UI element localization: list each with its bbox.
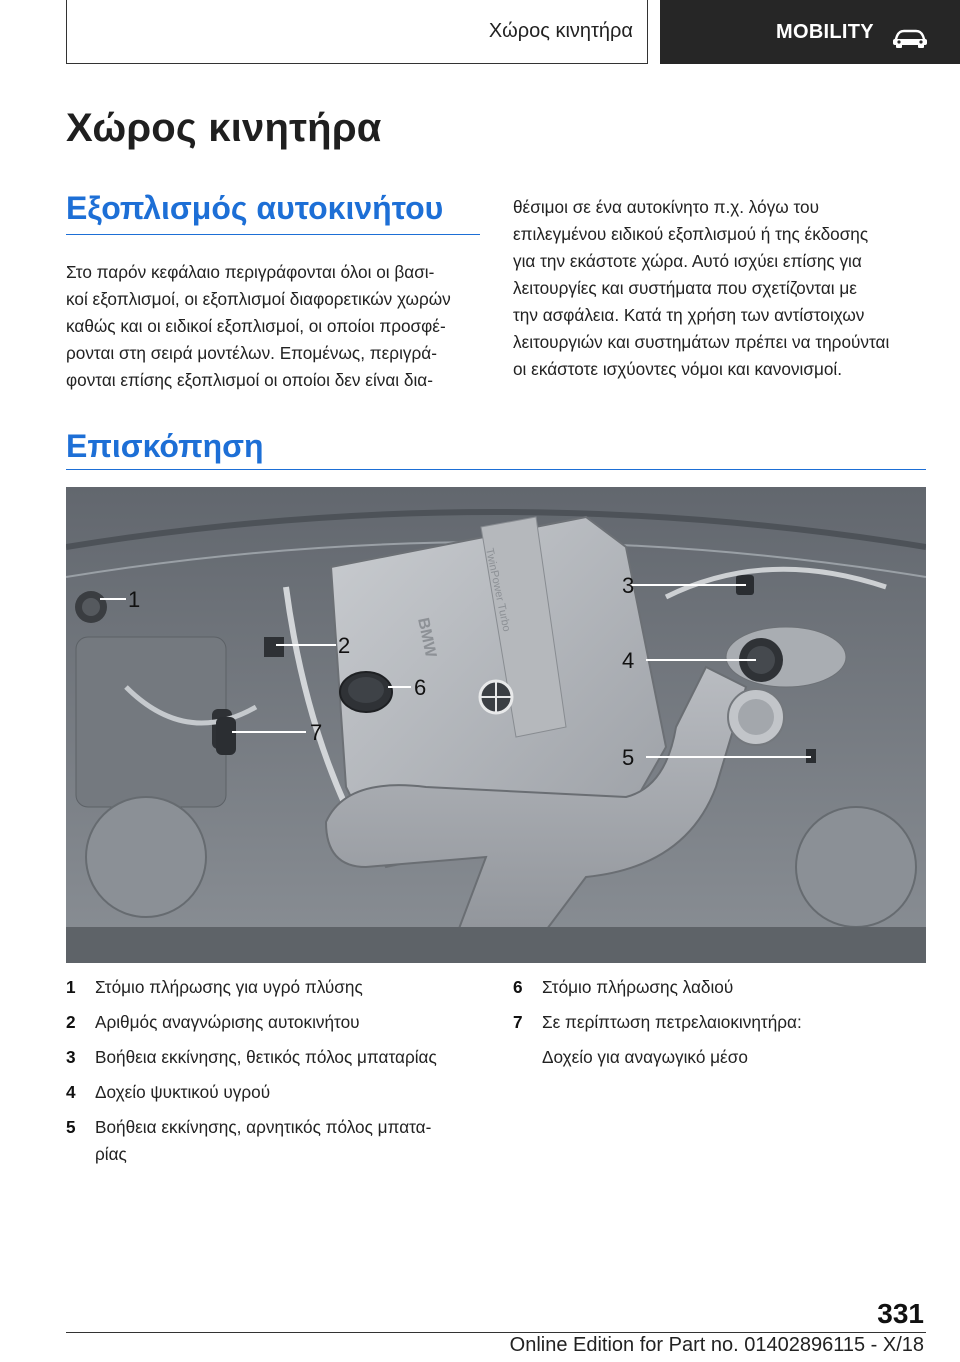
header-section-tab	[66, 0, 648, 64]
item-number: 4	[66, 1082, 76, 1102]
header-section-label: Χώρος κινητήρα	[488, 20, 633, 42]
item-text: Δοχείο ψυκτικού υγρού	[95, 1082, 271, 1102]
text-line: φονται επίσης εξοπλισμοί οι οποίοι δεν είναι δια-	[66, 370, 433, 390]
item-text: Αριθμός αναγνώρισης αυτοκινήτου	[95, 1012, 360, 1032]
text-line: καθώς και οι ειδικοί εξοπλισμοί, οι οποίοι προσφέ-	[66, 316, 446, 336]
section-heading-overview: Επισκόπηση	[66, 428, 264, 464]
item-number: 1	[66, 977, 76, 997]
item-number: 2	[66, 1012, 76, 1032]
list-item	[66, 1079, 486, 1106]
text-line: την ασφάλεια. Κατά τη χρήση των αντίστοιχων	[513, 305, 865, 325]
intro-paragraph-left	[66, 259, 486, 394]
text-line: για την εκάστοτε χώρα. Αυτό ισχύει επίσης για	[513, 251, 862, 271]
list-item	[513, 974, 933, 1001]
heading-rule	[66, 234, 480, 235]
page-number: 331	[877, 1298, 924, 1329]
header-brand-bar	[660, 0, 960, 64]
list-item	[513, 1009, 933, 1071]
footer-edition: Online Edition for Part no. 01402896115 - X/18	[509, 1334, 924, 1356]
item-text: Στόμιο πλήρωσης λαδιού	[542, 977, 734, 997]
item-text: Σε περίπτωση πετρελαιοκινητήρα:	[542, 1012, 802, 1032]
text-line: οι εκάστοτε ισχύοντες νόμοι και κανονισμοί.	[513, 359, 843, 379]
text-line: λειτουργιών και συστημάτων πρέπει να τηρούνται	[513, 332, 890, 352]
legend-left	[66, 974, 486, 1176]
brand-label: MOBILITY	[776, 20, 874, 43]
text-line: Στο παρόν κεφάλαιο περιγράφονται όλοι οι βασι-	[66, 262, 435, 282]
legend-right	[513, 974, 933, 1079]
intro-paragraph-right	[513, 194, 933, 383]
list-item	[66, 974, 486, 1001]
engine-bay-image	[66, 487, 926, 963]
text-line: θέσιμοι σε ένα αυτοκίνητο π.χ. λόγω του	[513, 197, 819, 217]
item-number: 5	[66, 1117, 76, 1137]
car-icon	[892, 28, 928, 48]
list-item	[66, 1044, 486, 1071]
callout-1: 1	[128, 587, 141, 612]
engine-model-text: TwinPower Turbo	[483, 547, 513, 633]
item-number: 7	[513, 1012, 523, 1032]
section-heading-equipment: Εξοπλισμός αυτοκινήτου	[66, 190, 444, 226]
text-line: κοί εξοπλισμοί, οι εξοπλισμοί διαφορετικών χωρών	[66, 289, 451, 309]
callout-4: 4	[622, 648, 635, 673]
callout-2: 2	[338, 633, 351, 658]
item-text: Βοήθεια εκκίνησης, θετικός πόλος μπαταρίας	[95, 1047, 437, 1067]
text-line: ρονται στη σειρά μοντέλων. Επομένως, περιγρά-	[66, 343, 437, 363]
item-text-continued: ρίας	[95, 1144, 127, 1164]
list-item	[66, 1114, 486, 1168]
heading-rule	[66, 469, 926, 470]
item-number: 6	[513, 977, 523, 997]
callout-6: 6	[414, 675, 427, 700]
callout-5: 5	[622, 745, 635, 770]
item-subtext: Δοχείο για αναγωγικό μέσο	[542, 1047, 748, 1067]
callout-7: 7	[310, 720, 323, 745]
footer-rule	[66, 1332, 926, 1333]
list-item	[66, 1009, 486, 1036]
item-text: Στόμιο πλήρωσης για υγρό πλύσης	[95, 977, 363, 997]
text-line: επιλεγμένου ειδικού εξοπλισμού ή της έκδοσης	[513, 224, 869, 244]
item-text: Βοήθεια εκκίνησης, αρνητικός πόλος μπατα-	[95, 1117, 432, 1137]
page-title: Χώρος κινητήρα	[66, 106, 382, 150]
callout-3: 3	[622, 573, 635, 598]
text-line: λειτουργίες και συστήματα που σχετίζονται με	[513, 278, 857, 298]
item-number: 3	[66, 1047, 76, 1067]
engine-brand-text: BMW	[414, 616, 440, 659]
